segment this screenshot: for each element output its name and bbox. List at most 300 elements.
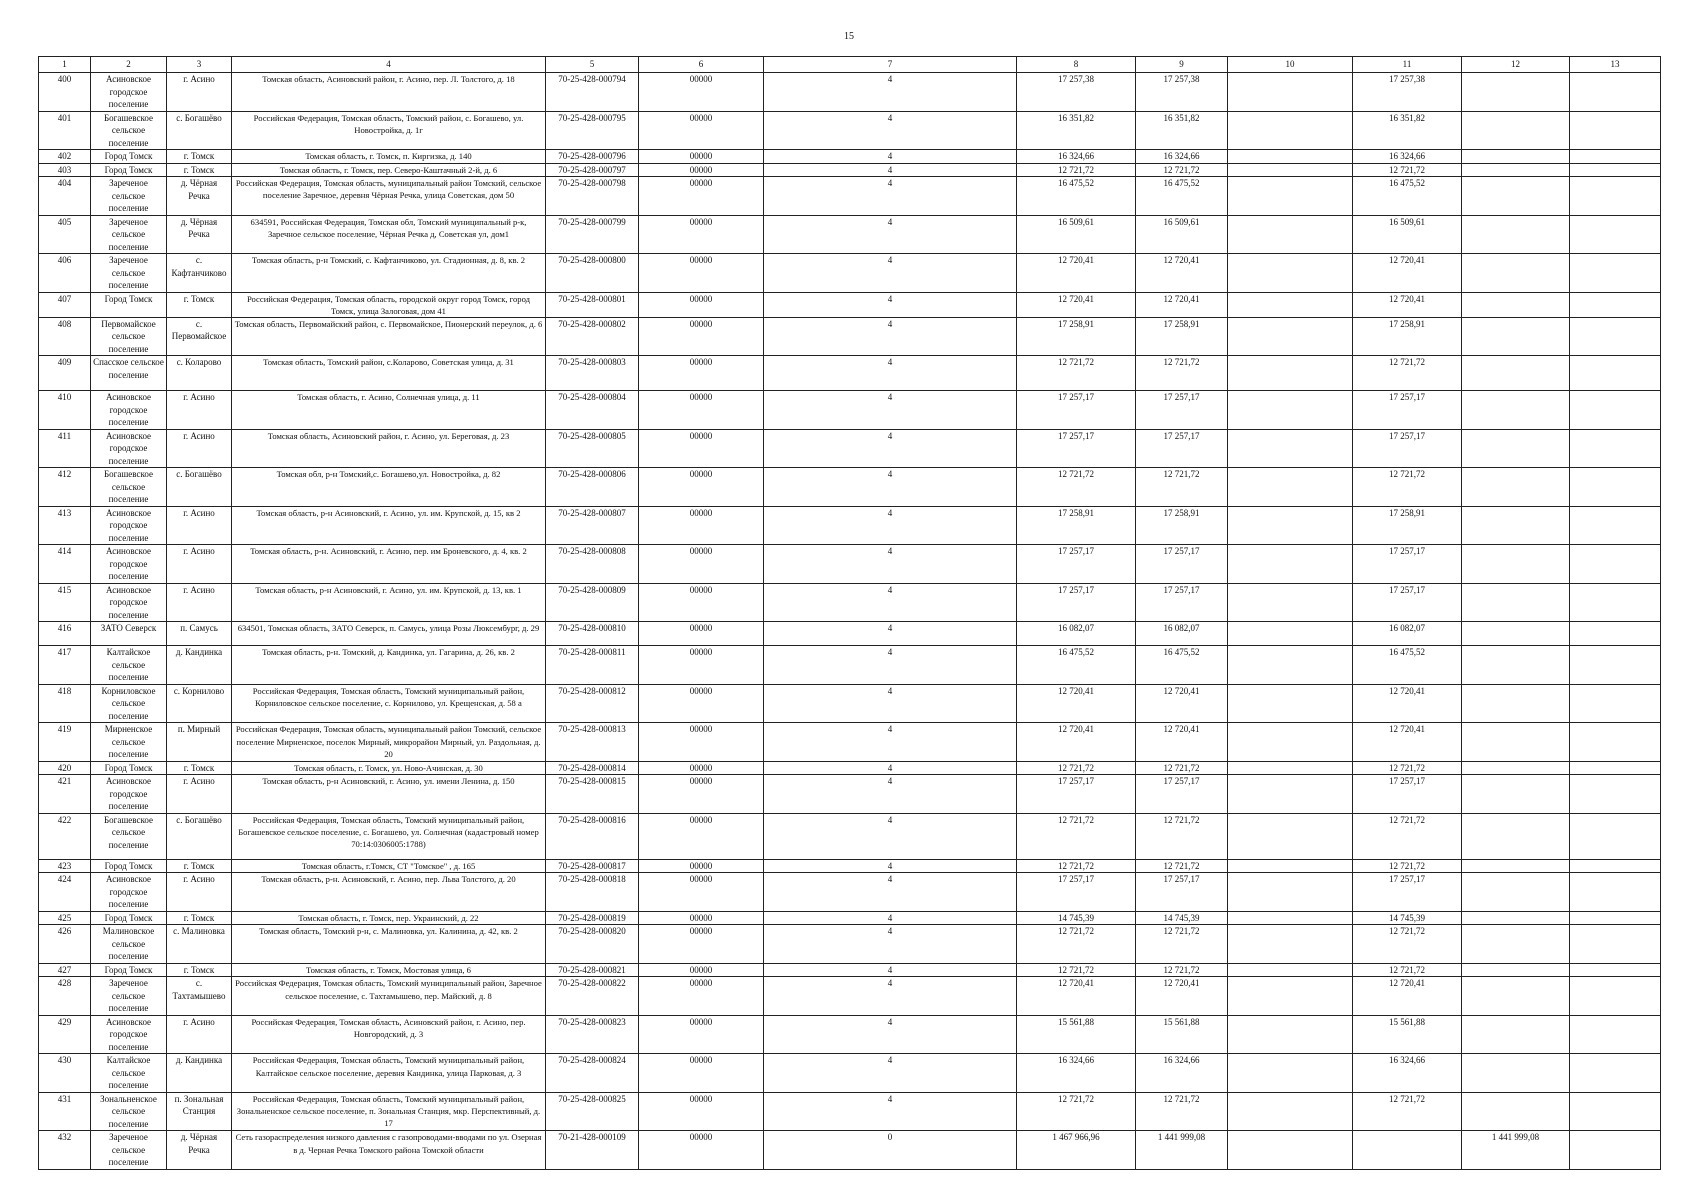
table-cell-col-5: 70-25-428-000796 [546,150,639,164]
table-cell-col-2: Асиновское городское поселение [91,1015,167,1054]
table-cell-col-7: 4 [764,506,1017,545]
table-row [39,545,1661,584]
table-cell-col-6: 00000 [639,723,764,762]
table-cell-col-5: 70-25-428-000818 [546,873,639,912]
table-cell-col-8: 17 257,17 [1017,391,1136,430]
table-cell-col-11: 12 721,72 [1353,925,1462,964]
table-row [39,1131,1661,1170]
table-cell-col-11: 16 475,52 [1353,646,1462,685]
table-cell-col-2: Зональненское сельское поселение [91,1092,167,1131]
table-row [39,775,1661,814]
table-cell-col-12 [1462,684,1570,723]
table-cell-col-2: Зареченое сельское поселение [91,215,167,254]
table-cell-col-12 [1462,356,1570,391]
table-cell-col-5: 70-25-428-000807 [546,506,639,545]
table-row [39,292,1661,317]
table-cell-col-9: 17 257,17 [1136,391,1228,430]
table-cell-col-2: Город Томск [91,761,167,775]
table-cell-col-6: 00000 [639,963,764,977]
table-cell-col-11: 12 720,41 [1353,684,1462,723]
table-cell-col-8: 17 258,91 [1017,506,1136,545]
table-cell-col-4: Томская область, Томский район, с.Коларово, Советская улица, д. 31 [232,356,546,391]
table-cell-col-2: ЗАТО Северск [91,622,167,646]
table-cell-col-4: 634591, Российская Федерация, Томская обл, Томский муниципальный р-к, Заречное сельское поселение, Чёрная Речка д, Советская ул, дом1 [232,215,546,254]
table-cell-col-2: Зареченое сельское поселение [91,1131,167,1170]
table-cell-col-12 [1462,583,1570,622]
table-cell-col-9: 16 082,07 [1136,622,1228,646]
table-cell-col-8: 17 257,17 [1017,429,1136,468]
table-cell-col-11: 12 721,72 [1353,813,1462,859]
table-cell-col-12 [1462,163,1570,177]
table-cell-col-7: 4 [764,292,1017,317]
table-cell-col-11: 16 324,66 [1353,1054,1462,1093]
table-cell-col-1: 431 [39,1092,91,1131]
table-cell-col-7: 4 [764,859,1017,873]
table-cell-col-6: 00000 [639,977,764,1016]
table-cell-col-10 [1228,177,1353,216]
table-cell-col-12 [1462,177,1570,216]
table-cell-col-8: 12 720,41 [1017,684,1136,723]
table-cell-col-8: 12 721,72 [1017,859,1136,873]
table-cell-col-13 [1570,356,1661,391]
table-cell-col-6: 00000 [639,859,764,873]
table-cell-col-3: с. Кафтанчиково [167,254,232,293]
table-cell-col-10 [1228,583,1353,622]
table-cell-col-13 [1570,391,1661,430]
table-cell-col-9: 16 509,61 [1136,215,1228,254]
table-cell-col-4: Томская область, г. Томск, пер. Украинский, д. 22 [232,911,546,925]
table-cell-col-13 [1570,150,1661,164]
table-cell-col-10 [1228,775,1353,814]
table-cell-col-5: 70-25-428-000797 [546,163,639,177]
table-cell-col-8: 1 467 966,96 [1017,1131,1136,1170]
table-cell-col-10 [1228,622,1353,646]
table-cell-col-13 [1570,925,1661,964]
table-cell-col-11: 12 721,72 [1353,468,1462,507]
column-header-2: 2 [91,57,167,73]
column-header-9: 9 [1136,57,1228,73]
table-cell-col-12 [1462,1092,1570,1131]
table-cell-col-6: 00000 [639,73,764,112]
table-cell-col-9: 16 351,82 [1136,111,1228,150]
table-cell-col-4: Российская Федерация, Томская область, Томский муниципальный район, Калтайское сельское поселение, деревня Кандинка, улица Парковая, д. 3 [232,1054,546,1093]
table-cell-col-1: 414 [39,545,91,584]
table-cell-col-13 [1570,254,1661,293]
table-cell-col-7: 4 [764,545,1017,584]
table-cell-col-2: Зареченое сельское поселение [91,177,167,216]
table-cell-col-6: 00000 [639,150,764,164]
column-header-3: 3 [167,57,232,73]
table-cell-col-5: 70-25-428-000798 [546,177,639,216]
table-cell-col-5: 70-25-428-000809 [546,583,639,622]
table-cell-col-13 [1570,215,1661,254]
table-cell-col-3: г. Асино [167,1015,232,1054]
table-cell-col-7: 4 [764,873,1017,912]
table-cell-col-9: 12 720,41 [1136,684,1228,723]
table-cell-col-5: 70-25-428-000811 [546,646,639,685]
table-cell-col-5: 70-25-428-000821 [546,963,639,977]
table-cell-col-3: п. Самусь [167,622,232,646]
table-cell-col-13 [1570,292,1661,317]
table-cell-col-13 [1570,813,1661,859]
table-cell-col-11: 16 351,82 [1353,111,1462,150]
table-cell-col-2: Город Томск [91,150,167,164]
table-cell-col-11: 17 257,38 [1353,73,1462,112]
table-cell-col-6: 00000 [639,1054,764,1093]
table-cell-col-6: 00000 [639,813,764,859]
table-cell-col-5: 70-25-428-000806 [546,468,639,507]
table-cell-col-8: 15 561,88 [1017,1015,1136,1054]
column-header-12: 12 [1462,57,1570,73]
table-cell-col-6: 00000 [639,1015,764,1054]
table-cell-col-2: Асиновское городское поселение [91,73,167,112]
table-cell-col-3: с. Первомайское [167,317,232,356]
table-cell-col-8: 14 745,39 [1017,911,1136,925]
table-row [39,468,1661,507]
table-row [39,73,1661,112]
table-cell-col-1: 407 [39,292,91,317]
table-cell-col-10 [1228,646,1353,685]
table-body [39,73,1661,1170]
table-cell-col-5: 70-21-428-000109 [546,1131,639,1170]
table-cell-col-2: Калтайское сельское поселение [91,646,167,685]
table-cell-col-3: п. Мирный [167,723,232,762]
table-cell-col-9: 12 720,41 [1136,254,1228,293]
table-cell-col-9: 17 257,17 [1136,775,1228,814]
table-cell-col-1: 400 [39,73,91,112]
table-cell-col-7: 4 [764,684,1017,723]
table-cell-col-5: 70-25-428-000816 [546,813,639,859]
table-cell-col-2: Асиновское городское поселение [91,545,167,584]
table-cell-col-5: 70-25-428-000805 [546,429,639,468]
table-cell-col-4: Российская Федерация, Томская область, муниципальный район Томский, сельское поселение Заречное, деревня Чёрная Речка, улица Советская, дом 50 [232,177,546,216]
table-cell-col-5: 70-25-428-000819 [546,911,639,925]
table-cell-col-4: Томская область, р-н Томский, с. Кафтанчиково, ул. Стадионная, д. 8, кв. 2 [232,254,546,293]
table-cell-col-5: 70-25-428-000815 [546,775,639,814]
table-cell-col-2: Богашевское сельское поселение [91,813,167,859]
table-cell-col-10 [1228,73,1353,112]
table-cell-col-1: 406 [39,254,91,293]
table-cell-col-6: 00000 [639,761,764,775]
table-cell-col-13 [1570,723,1661,762]
table-cell-col-11: 12 720,41 [1353,977,1462,1016]
table-cell-col-3: г. Томск [167,859,232,873]
table-row [39,1054,1661,1093]
table-cell-col-2: Зареченое сельское поселение [91,977,167,1016]
table-cell-col-8: 12 720,41 [1017,254,1136,293]
table-cell-col-11: 17 257,17 [1353,873,1462,912]
table-cell-col-9: 16 324,66 [1136,150,1228,164]
table-cell-col-9: 12 721,72 [1136,859,1228,873]
table-cell-col-4: Российская Федерация, Томская область, Томский муниципальный район, Богашевское сельское поселение, с. Богашево, ул. Солнечная (кадастровый номер 70:14:0306005:1788) [232,813,546,859]
table-cell-col-8: 12 721,72 [1017,925,1136,964]
table-cell-col-7: 4 [764,911,1017,925]
table-cell-col-10 [1228,859,1353,873]
table-cell-col-3: г. Асино [167,583,232,622]
table-cell-col-10 [1228,873,1353,912]
table-cell-col-2: Асиновское городское поселение [91,583,167,622]
table-cell-col-13 [1570,873,1661,912]
table-cell-col-4: Российская Федерация, Томская область, Асиновский район, г. Асино, пер. Новгородский, д. 3 [232,1015,546,1054]
table-cell-col-12 [1462,761,1570,775]
table-cell-col-9: 12 721,72 [1136,963,1228,977]
table-cell-col-11: 12 720,41 [1353,723,1462,762]
table-row [39,859,1661,873]
table-cell-col-13 [1570,111,1661,150]
table-cell-col-4: Томская область, г. Томск, Мостовая улица, 6 [232,963,546,977]
table-cell-col-1: 423 [39,859,91,873]
table-cell-col-6: 00000 [639,356,764,391]
table-cell-col-10 [1228,292,1353,317]
table-cell-col-3: г. Томск [167,292,232,317]
table-cell-col-6: 00000 [639,292,764,317]
table-cell-col-5: 70-25-428-000794 [546,73,639,112]
table-cell-col-5: 70-25-428-000808 [546,545,639,584]
table-cell-col-4: Томская область, р-н Асиновский, г. Асино, ул. имени Ленина, д. 150 [232,775,546,814]
table-cell-col-7: 4 [764,1092,1017,1131]
table-cell-col-5: 70-25-428-000825 [546,1092,639,1131]
table-cell-col-8: 17 257,17 [1017,545,1136,584]
table-cell-col-8: 12 721,72 [1017,963,1136,977]
table-cell-col-1: 424 [39,873,91,912]
table-cell-col-11: 16 509,61 [1353,215,1462,254]
table-cell-col-3: г. Томск [167,150,232,164]
column-header-13: 13 [1570,57,1661,73]
table-cell-col-11: 17 257,17 [1353,775,1462,814]
table-cell-col-9: 1 441 999,08 [1136,1131,1228,1170]
table-cell-col-12 [1462,150,1570,164]
table-cell-col-1: 405 [39,215,91,254]
table-cell-col-1: 425 [39,911,91,925]
table-cell-col-7: 4 [764,583,1017,622]
table-cell-col-12 [1462,73,1570,112]
table-cell-col-6: 00000 [639,622,764,646]
table-cell-col-11: 12 721,72 [1353,163,1462,177]
table-cell-col-6: 00000 [639,1092,764,1131]
table-cell-col-3: с. Богашёво [167,111,232,150]
table-cell-col-11: 17 257,17 [1353,583,1462,622]
table-cell-col-1: 413 [39,506,91,545]
table-cell-col-9: 12 721,72 [1136,356,1228,391]
table-cell-col-1: 411 [39,429,91,468]
table-cell-col-10 [1228,977,1353,1016]
table-cell-col-1: 402 [39,150,91,164]
table-cell-col-13 [1570,963,1661,977]
table-cell-col-4: Томская область, р-н. Асиновский, г. Асино, пер. им Броневского, д. 4, кв. 2 [232,545,546,584]
table-cell-col-11: 17 258,91 [1353,506,1462,545]
table-cell-col-12 [1462,292,1570,317]
table-cell-col-3: с. Тахтамышево [167,977,232,1016]
table-cell-col-5: 70-25-428-000823 [546,1015,639,1054]
table-row [39,963,1661,977]
table-cell-col-4: Томская область, Асиновский район, г. Асино, ул. Береговая, д. 23 [232,429,546,468]
table-cell-col-12 [1462,813,1570,859]
table-cell-col-12 [1462,429,1570,468]
table-row [39,1092,1661,1131]
table-cell-col-1: 410 [39,391,91,430]
table-row [39,150,1661,164]
table-cell-col-10 [1228,684,1353,723]
table-cell-col-8: 12 721,72 [1017,356,1136,391]
table-cell-col-7: 4 [764,1015,1017,1054]
table-cell-col-6: 00000 [639,545,764,584]
table-cell-col-12: 1 441 999,08 [1462,1131,1570,1170]
table-cell-col-13 [1570,859,1661,873]
table-cell-col-10 [1228,545,1353,584]
table-cell-col-12 [1462,723,1570,762]
table-cell-col-12 [1462,859,1570,873]
table-cell-col-12 [1462,254,1570,293]
table-cell-col-1: 416 [39,622,91,646]
table-cell-col-13 [1570,646,1661,685]
table-cell-col-8: 12 721,72 [1017,813,1136,859]
table-cell-col-1: 421 [39,775,91,814]
table-cell-col-7: 4 [764,925,1017,964]
table-cell-col-7: 4 [764,813,1017,859]
table-cell-col-10 [1228,911,1353,925]
table-row [39,254,1661,293]
table-cell-col-4: 634501, Томская область, ЗАТО Северск, п. Самусь, улица Розы Люксембург, д. 29 [232,622,546,646]
table-cell-col-5: 70-25-428-000803 [546,356,639,391]
table-cell-col-1: 418 [39,684,91,723]
table-cell-col-6: 00000 [639,1131,764,1170]
table-cell-col-13 [1570,622,1661,646]
table-cell-col-9: 12 721,72 [1136,813,1228,859]
table-cell-col-10 [1228,723,1353,762]
table-cell-col-12 [1462,111,1570,150]
column-header-4: 4 [232,57,546,73]
table-cell-col-1: 428 [39,977,91,1016]
table-cell-col-4: Российская Федерация, Томская область, Томский муниципальный район, Корниловское сельское поселение, с. Корнилово, ул. Крещенская, д. 58 а [232,684,546,723]
table-cell-col-13 [1570,911,1661,925]
table-row [39,163,1661,177]
table-cell-col-12 [1462,468,1570,507]
table-cell-col-6: 00000 [639,468,764,507]
table-cell-col-6: 00000 [639,506,764,545]
table-cell-col-7: 4 [764,646,1017,685]
table-cell-col-10 [1228,215,1353,254]
table-cell-col-2: Калтайское сельское поселение [91,1054,167,1093]
table-cell-col-10 [1228,163,1353,177]
table-cell-col-13 [1570,468,1661,507]
table-cell-col-8: 12 720,41 [1017,723,1136,762]
table-cell-col-1: 420 [39,761,91,775]
table-cell-col-2: Зареченое сельское поселение [91,254,167,293]
table-cell-col-9: 17 257,17 [1136,583,1228,622]
table-cell-col-2: Богашевское сельское поселение [91,468,167,507]
table-cell-col-9: 12 720,41 [1136,723,1228,762]
table-cell-col-9: 17 257,17 [1136,429,1228,468]
table-cell-col-9: 16 475,52 [1136,646,1228,685]
table-cell-col-3: г. Асино [167,429,232,468]
table-row [39,1015,1661,1054]
table-cell-col-4: Томская область, г. Томск, ул. Ново-Ачинская, д. 30 [232,761,546,775]
table-cell-col-4: Российская Федерация, Томская область, Томский муниципальный район, Заречное сельское поселение, с. Тахтамышево, пер. Майский, д. 8 [232,977,546,1016]
table-cell-col-7: 0 [764,1131,1017,1170]
table-cell-col-13 [1570,775,1661,814]
table-cell-col-2: Асиновское городское поселение [91,873,167,912]
table-cell-col-13 [1570,317,1661,356]
table-cell-col-7: 4 [764,761,1017,775]
table-cell-col-1: 429 [39,1015,91,1054]
table-cell-col-13 [1570,177,1661,216]
table-cell-col-6: 00000 [639,775,764,814]
table-cell-col-7: 4 [764,622,1017,646]
table-cell-col-3: д. Кандинка [167,1054,232,1093]
table-cell-col-12 [1462,646,1570,685]
table-cell-col-1: 401 [39,111,91,150]
table-cell-col-4: Российская Федерация, Томская область, городской округ город Томск, город Томск, улица Залоговая, дом 41 [232,292,546,317]
table-cell-col-5: 70-25-428-000813 [546,723,639,762]
table-cell-col-8: 17 257,38 [1017,73,1136,112]
table-cell-col-6: 00000 [639,429,764,468]
table-cell-col-6: 00000 [639,111,764,150]
table-cell-col-11 [1353,1131,1462,1170]
table-cell-col-11: 12 721,72 [1353,1092,1462,1131]
table-cell-col-10 [1228,963,1353,977]
table-cell-col-1: 426 [39,925,91,964]
table-row [39,177,1661,216]
table-cell-col-2: Город Томск [91,911,167,925]
table-cell-col-1: 432 [39,1131,91,1170]
table-cell-col-1: 409 [39,356,91,391]
table-cell-col-3: г. Асино [167,775,232,814]
table-cell-col-12 [1462,911,1570,925]
table-cell-col-9: 17 257,17 [1136,873,1228,912]
table-cell-col-13 [1570,429,1661,468]
table-cell-col-9: 12 721,72 [1136,925,1228,964]
table-cell-col-7: 4 [764,963,1017,977]
table-cell-col-13 [1570,1054,1661,1093]
table-cell-col-8: 12 721,72 [1017,761,1136,775]
table-cell-col-12 [1462,317,1570,356]
table-cell-col-11: 16 475,52 [1353,177,1462,216]
table-cell-col-10 [1228,1092,1353,1131]
table-cell-col-9: 12 720,41 [1136,292,1228,317]
table-cell-col-7: 4 [764,775,1017,814]
table-cell-col-4: Томская область, Томский р-н, с. Малиновка, ул. Калинина, д. 42, кв. 2 [232,925,546,964]
table-row [39,506,1661,545]
table-cell-col-11: 12 721,72 [1353,859,1462,873]
table-cell-col-1: 422 [39,813,91,859]
column-header-8: 8 [1017,57,1136,73]
table-cell-col-12 [1462,963,1570,977]
table-cell-col-5: 70-25-428-000812 [546,684,639,723]
table-cell-col-1: 417 [39,646,91,685]
table-cell-col-4: Томская область, г. Томск, пер. Северо-Каштачный 2-й, д. 6 [232,163,546,177]
table-cell-col-12 [1462,775,1570,814]
table-cell-col-2: Мирненское сельское поселение [91,723,167,762]
table-cell-col-12 [1462,925,1570,964]
table-cell-col-5: 70-25-428-000799 [546,215,639,254]
table-cell-col-10 [1228,1054,1353,1093]
table-cell-col-8: 12 721,72 [1017,468,1136,507]
table-row [39,723,1661,762]
table-cell-col-3: п. Зональная Станция [167,1092,232,1131]
table-cell-col-12 [1462,215,1570,254]
table-row [39,646,1661,685]
table-cell-col-2: Корниловское сельское поселение [91,684,167,723]
table-cell-col-10 [1228,1015,1353,1054]
table-cell-col-12 [1462,1054,1570,1093]
table-cell-col-1: 427 [39,963,91,977]
table-cell-col-4: Томская область, р-н Асиновский, г. Асино, ул. им. Крупской, д. 13, кв. 1 [232,583,546,622]
table-cell-col-5: 70-25-428-000820 [546,925,639,964]
table-cell-col-12 [1462,977,1570,1016]
table-cell-col-11: 14 745,39 [1353,911,1462,925]
table-cell-col-3: д. Чёрная Речка [167,215,232,254]
table-row [39,215,1661,254]
